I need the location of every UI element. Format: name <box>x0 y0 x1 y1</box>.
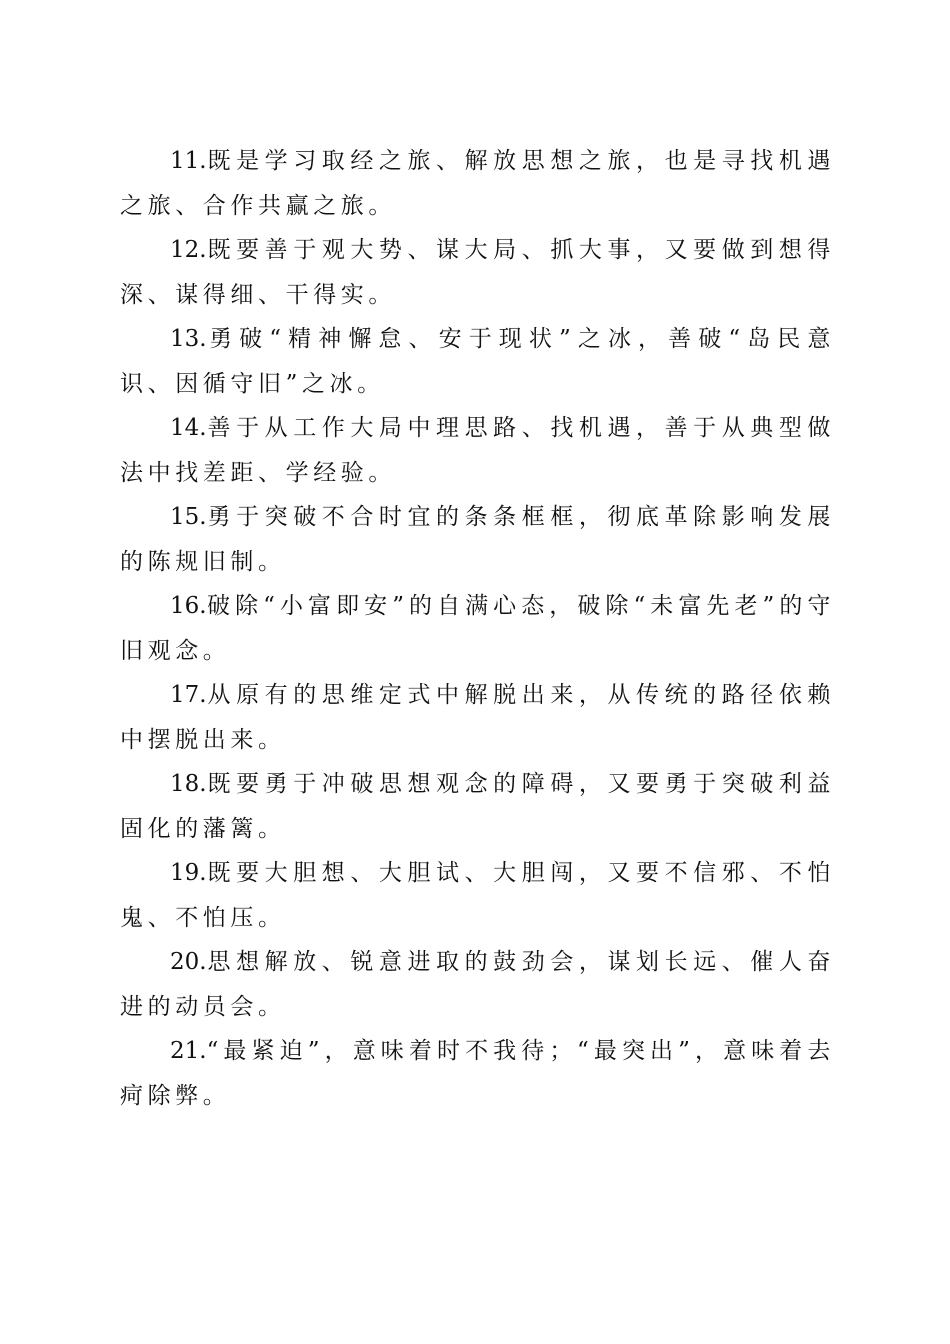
paragraph-16 <box>120 584 835 673</box>
paragraph-number: 19. <box>170 860 207 886</box>
paragraph-19 <box>120 851 835 940</box>
document-body <box>120 139 835 1118</box>
paragraph-number: 12. <box>170 237 207 263</box>
paragraph-text: 既是学习取经之旅、解放思想之旅，也是寻找机遇之旅、合作共赢之旅。 <box>120 148 835 219</box>
paragraph-text: 既要大胆想、大胆试、大胆闯，又要不信邪、不怕鬼、不怕压。 <box>120 860 835 931</box>
paragraph-13 <box>120 317 835 406</box>
paragraph-number: 11. <box>170 148 207 174</box>
paragraph-number: 16. <box>170 593 207 619</box>
paragraph-number: 18. <box>170 771 207 797</box>
paragraph-15 <box>120 495 835 584</box>
paragraph-text: “最紧迫”，意味着时不我待；“最突出”，意味着去疴除弊。 <box>120 1038 835 1109</box>
paragraph-14 <box>120 406 835 495</box>
paragraph-text: 从原有的思维定式中解脱出来，从传统的路径依赖中摆脱出来。 <box>120 682 835 753</box>
paragraph-21 <box>120 1029 835 1118</box>
paragraph-text: 勇于突破不合时宜的条条框框，彻底革除影响发展的陈规旧制。 <box>120 504 835 575</box>
paragraph-text: 既要善于观大势、谋大局、抓大事，又要做到想得深、谋得细、干得实。 <box>120 237 835 308</box>
paragraph-text: 勇破“精神懈怠、安于现状”之冰，善破“岛民意识、因循守旧”之冰。 <box>120 326 835 397</box>
paragraph-number: 17. <box>170 682 207 708</box>
paragraph-text: 思想解放、锐意进取的鼓劲会，谋划长远、催人奋进的动员会。 <box>120 949 835 1020</box>
paragraph-text: 既要勇于冲破思想观念的障碍，又要勇于突破利益固化的藩篱。 <box>120 771 835 842</box>
paragraph-18 <box>120 762 835 851</box>
paragraph-number: 14. <box>170 415 207 441</box>
paragraph-number: 13. <box>170 326 207 352</box>
paragraph-number: 20. <box>170 949 207 975</box>
paragraph-number: 15. <box>170 504 207 530</box>
paragraph-11 <box>120 139 835 228</box>
paragraph-20 <box>120 940 835 1029</box>
paragraph-12 <box>120 228 835 317</box>
paragraph-text: 破除“小富即安”的自满心态，破除“未富先老”的守旧观念。 <box>120 593 835 664</box>
paragraph-17 <box>120 673 835 762</box>
paragraph-number: 21. <box>170 1038 207 1064</box>
paragraph-text: 善于从工作大局中理思路、找机遇，善于从典型做法中找差距、学经验。 <box>120 415 835 486</box>
